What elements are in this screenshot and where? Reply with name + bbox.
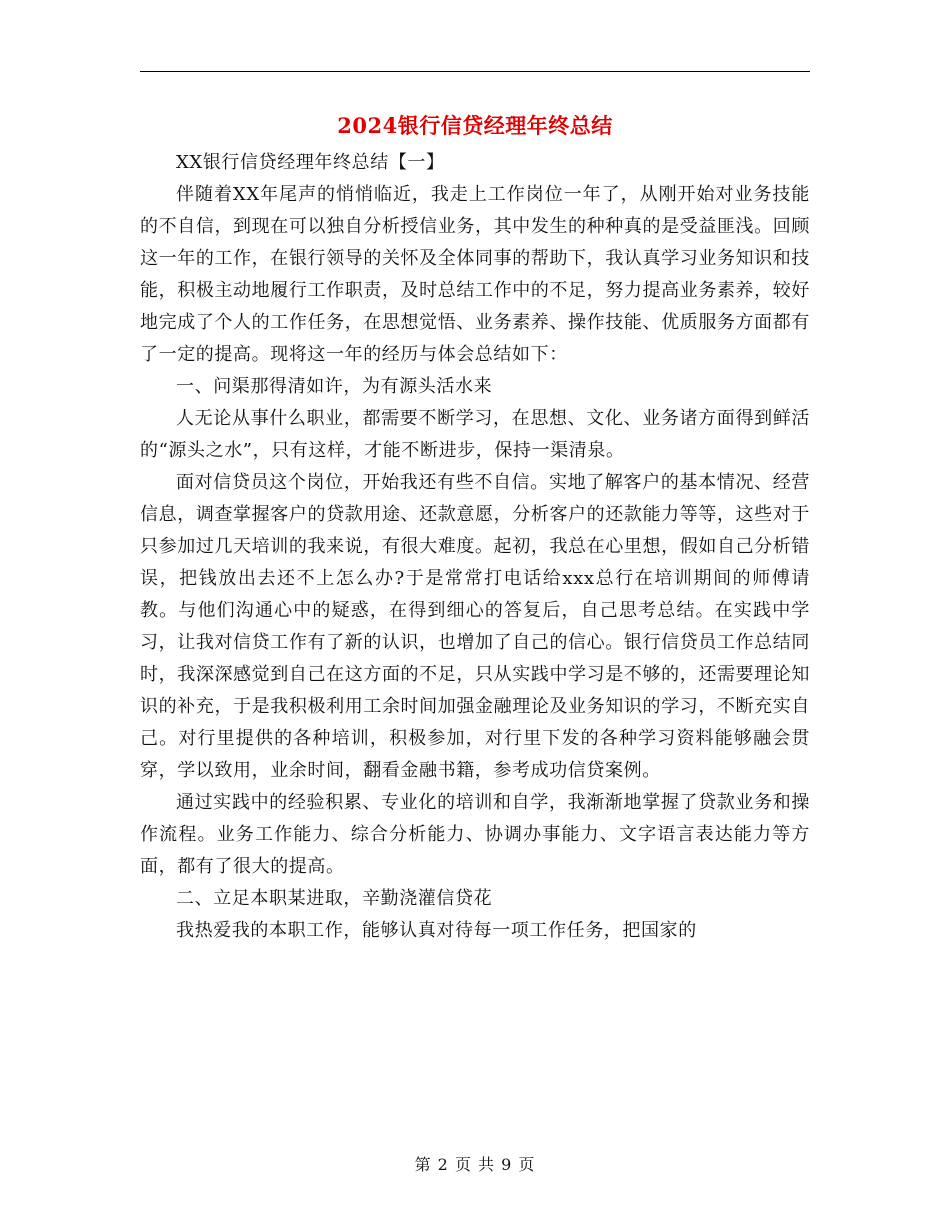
page-number-footer: 第 2 页 共 9 页 xyxy=(414,1155,536,1174)
section-heading: 一、问渠那得清如许，为有源头活水来 xyxy=(176,376,493,397)
document-title: 2024银行信贷经理年终总结 xyxy=(337,113,613,138)
section-heading: 二、立足本职某进取，辛勤浇灌信贷花 xyxy=(176,888,493,909)
header-rule xyxy=(140,71,810,72)
subtitle-paragraph: XX银行信贷经理年终总结【一】 xyxy=(176,152,445,173)
body-paragraph: 面对信贷员这个岗位，开始我还有些不自信。实地了解客户的基本情况、经营信息，调查掌握客户的贷款用途、还款意愿，分析客户的还款能力等等，这些对于只参加过几天培训的我来说，有很大难度。起初，我总在心里想，假如自己分析错误，把钱放出去还不上怎么办?于是常常打电话给xxx总行在培训期间的师傅请教。与他们沟通心中的疑惑，在得到细心的答复后，自己思考总结。在实践中学习，让我对信贷工作有了新的认识，也增加了自己的信心。银行信贷员工作总结同时，我深深感觉到自己在这方面的不足，只从实践中学习是不够的，还需要理论知识的补充，于是我积极利用工余时间加强金融理论及业务知识的学习，不断充实自己。对行里提供的各种培训，积极参加，对行里下发的各种学习资料能够融会贯穿，学以致用，业余时间，翻看金融书籍，参考成功信贷案例。 xyxy=(140,472,810,781)
body-paragraph: 通过实践中的经验积累、专业化的培训和自学，我渐渐地掌握了贷款业务和操作流程。业务工作能力、综合分析能力、协调办事能力、文字语言表达能力等方面，都有了很大的提高。 xyxy=(140,792,810,877)
body-paragraph: 我热爱我的本职工作，能够认真对待每一项工作任务，把国家的 xyxy=(176,920,697,941)
document-body xyxy=(140,147,810,947)
body-paragraph: 人无论从事什么职业，都需要不断学习，在思想、文化、业务诸方面得到鲜活的“源头之水”，只有这样，才能不断进步，保持一渠清泉。 xyxy=(140,408,810,461)
body-paragraph: 伴随着XX年尾声的悄悄临近，我走上工作岗位一年了，从刚开始对业务技能的不自信，到现在可以独自分析授信业务，其中发生的种种真的是受益匪浅。回顾这一年的工作，在银行领导的关怀及全体同事的帮助下，我认真学习业务知识和技能，积极主动地履行工作职责，及时总结工作中的不足，努力提高业务素养，较好地完成了个人的工作任务，在思想觉悟、业务素养、操作技能、优质服务方面都有了一定的提高。现将这一年的经历与体会总结如下： xyxy=(140,184,810,365)
